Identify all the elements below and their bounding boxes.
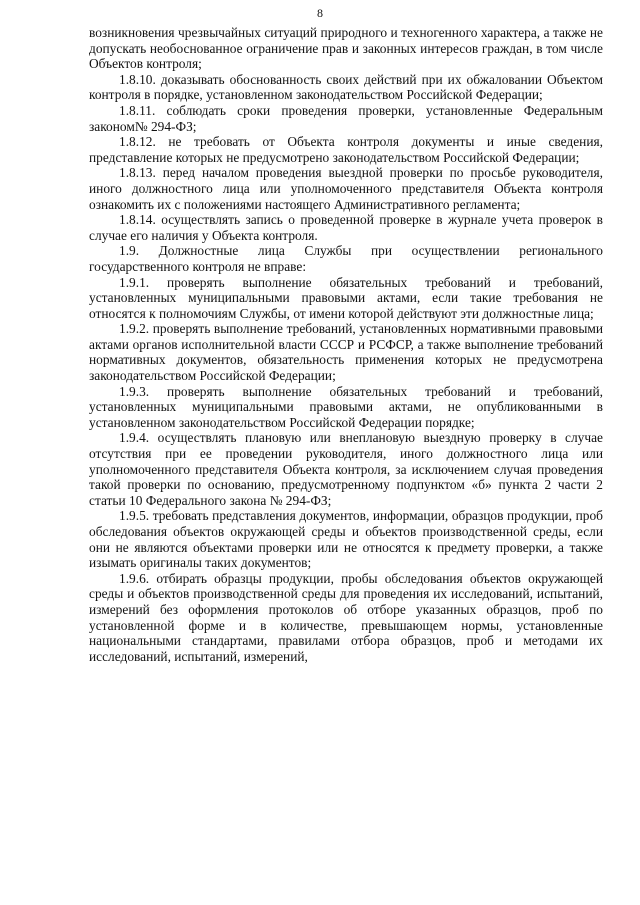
paragraph-1-9-3: 1.9.3. проверять выполнение обязательных требований и требований, установленных муниципальными правовыми актами, не опубликованными в установленном законодательством Российской Федерации порядке; <box>89 383 603 430</box>
paragraph-1-9-6: 1.9.6. отбирать образцы продукции, пробы обследования объектов окружающей среды и объектов производственной среды для проведения их исследований, испытаний, измерений без оформления протоколов об отборе указанных образцов, проб по установленной форме и в количестве, превышающем нормы, установленные национальными стандартами, правилами отбора образцов, проб и методами их исследований, испытаний, измерений, <box>89 570 603 664</box>
paragraph-1-8-10: 1.8.10. доказывать обоснованность своих действий при их обжаловании Объектом контроля в порядке, установленном законодательством Российской Федерации; <box>89 71 603 103</box>
paragraph-1-9-5: 1.9.5. требовать представления документов, информации, образцов продукции, проб обследования объектов окружающей среды и объектов производственной среды, если они не являются объектами проверки или не относятся к предмету проверки, а также изымать оригиналы таких документов; <box>89 508 603 571</box>
paragraph-1-8-14: 1.8.14. осуществлять запись о проведенной проверке в журнале учета проверок в случае его наличия у Объекта контроля. <box>89 212 603 243</box>
paragraph-1-9-4: 1.9.4. осуществлять плановую или внеплановую выездную проверку в случае отсутствия при ее проведении руководителя, иного должностного лица или уполномоченного представителя Объекта контроля, за исключением случая проведения такой проверки по основанию, предусмотренному подпунктом «б» пункта 2 части 2 статьи 10 Федерального закона № 294-ФЗ; <box>89 430 603 508</box>
paragraph-1-8-12: 1.8.12. не требовать от Объекта контроля документы и иные сведения, представление которых не предусмотрено законодательством Российской Федерации; <box>89 134 603 165</box>
paragraph-continuation: возникновения чрезвычайных ситуаций природного и техногенного характера, а также не допускать необоснованное ограничение прав и законных интересов граждан, в том числе Объектов контроля; <box>89 25 603 72</box>
paragraph-1-9: 1.9. Должностные лица Службы при осуществлении регионального государственного контроля не вправе: <box>89 243 603 274</box>
paragraph-1-8-13: 1.8.13. перед началом проведения выездной проверки по просьбе руководителя, иного должностного лица или уполномоченного представителя Объекта контроля ознакомить их с положениями настоящего Административного регламента; <box>89 165 603 212</box>
page-number: 8 <box>317 6 323 20</box>
document-body <box>89 25 603 664</box>
paragraph-1-9-1: 1.9.1. проверять выполнение обязательных требований и требований, установленных муниципальными правовыми актами, если такие требования не относятся к полномочиям Службы, от имени которой действуют эти должностные лица; <box>89 274 603 321</box>
paragraph-1-9-2: 1.9.2. проверять выполнение требований, установленных нормативными правовыми актами органов исполнительной власти СССР и РСФСР, а также выполнение требований нормативных документов, обязательность применения которых не предусмотрена законодательством Российской Федерации; <box>89 321 603 384</box>
paragraph-1-8-11: 1.8.11. соблюдать сроки проведения проверки, установленные Федеральным законом№ 294-ФЗ; <box>89 102 603 134</box>
